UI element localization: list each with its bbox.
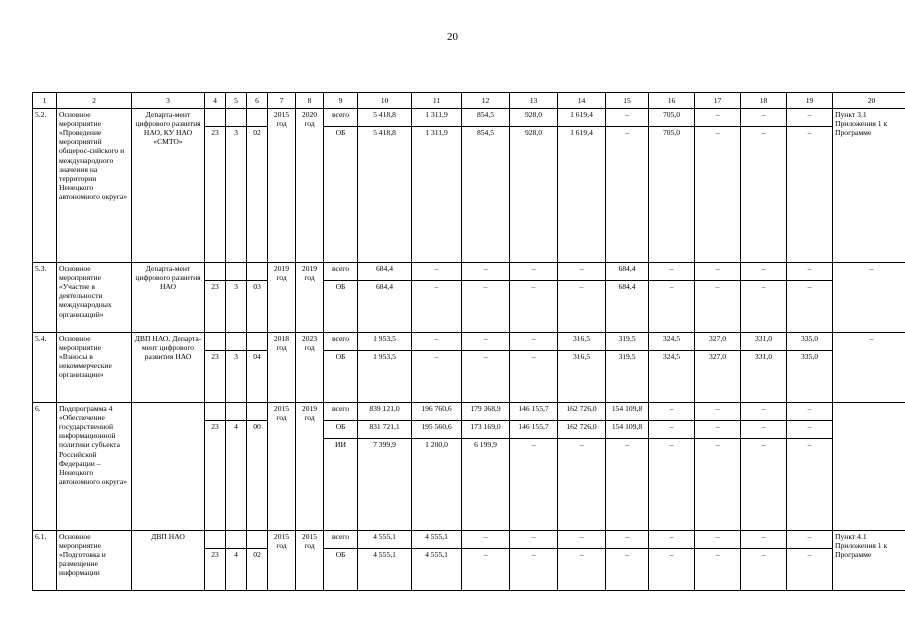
amount-cell: 1 200,0 (412, 439, 462, 531)
page-number: 20 (447, 31, 458, 43)
amount-cell: 1 619,4 (558, 127, 606, 263)
note: – (833, 333, 905, 403)
column-header: 1 (33, 93, 57, 109)
column-header: 6 (247, 93, 268, 109)
amount-cell: – (787, 549, 833, 591)
activity-name: Подпрограмма 4 «Обеспечение государственной информационной политики субъекта Российской Федерации – Ненецкого автономного округа» (57, 403, 132, 531)
budget-code: 3 (226, 281, 247, 333)
amount-cell: – (558, 439, 606, 531)
column-header: 20 (833, 93, 905, 109)
amount-cell: 684,4 (358, 281, 412, 333)
amount-cell: – (510, 263, 558, 281)
funding-source: всего (324, 263, 358, 281)
year-end: 2023 год (296, 333, 324, 403)
amount-cell: 839 121,0 (358, 403, 412, 421)
amount-cell: 5 418,8 (358, 109, 412, 127)
note: – (833, 263, 905, 333)
year-start: 2019 год (268, 263, 296, 333)
funding-source: ОБ (324, 421, 358, 439)
amount-cell: – (695, 127, 741, 263)
amount-cell: – (787, 263, 833, 281)
amount-cell: – (695, 439, 741, 531)
amount-cell: – (787, 439, 833, 531)
funding-source: всего (324, 531, 358, 549)
amount-cell: – (695, 109, 741, 127)
amount-cell: – (510, 531, 558, 549)
amount-cell: – (649, 281, 695, 333)
amount-cell: – (741, 263, 787, 281)
code-cell-empty (247, 263, 268, 281)
amount-cell: 1 619,4 (558, 109, 606, 127)
activity-name: Основное мероприятие «Подготовка и размещение информации (57, 531, 132, 591)
code-cell-empty (226, 109, 247, 127)
code-cell-empty (205, 531, 226, 549)
code-cell-empty (247, 531, 268, 549)
year-end: 2019 год (296, 403, 324, 531)
amount-cell: 327,0 (695, 333, 741, 351)
amount-cell: – (649, 439, 695, 531)
activity-name: Основное мероприятие «Проведение мероприятий общерос-сийского и международного значения на территории Ненецкого автономного округа» (57, 109, 132, 263)
amount-cell: 928,0 (510, 109, 558, 127)
funding-source: ИИ (324, 439, 358, 531)
column-header: 4 (205, 93, 226, 109)
amount-cell: 4 555,1 (358, 549, 412, 591)
amount-cell: 854,5 (462, 127, 510, 263)
amount-cell: – (787, 127, 833, 263)
budget-code: 4 (226, 421, 247, 531)
amount-cell: – (510, 333, 558, 351)
amount-cell: – (462, 351, 510, 403)
table-row (33, 531, 905, 549)
amount-cell: – (649, 531, 695, 549)
amount-cell: 154 109,8 (606, 421, 649, 439)
table-row (33, 109, 905, 127)
budget-code: 23 (205, 351, 226, 403)
amount-cell: 154 109,8 (606, 403, 649, 421)
row-number: 5.2. (33, 109, 57, 263)
amount-cell: – (462, 281, 510, 333)
code-cell-empty (247, 109, 268, 127)
table-row (33, 333, 905, 351)
code-cell-empty (226, 263, 247, 281)
amount-cell: 831 721,1 (358, 421, 412, 439)
funding-source: всего (324, 109, 358, 127)
table-row (33, 403, 905, 421)
amount-cell: 324,5 (649, 351, 695, 403)
amount-cell: – (741, 127, 787, 263)
amount-cell: – (558, 281, 606, 333)
amount-cell: 327,0 (695, 351, 741, 403)
table-row (33, 263, 905, 281)
funding-source: всего (324, 333, 358, 351)
amount-cell: – (649, 421, 695, 439)
year-start: 2015 год (268, 403, 296, 531)
budget-code: 4 (226, 549, 247, 591)
row-number: 5.4. (33, 333, 57, 403)
column-header: 16 (649, 93, 695, 109)
amount-cell: – (510, 351, 558, 403)
column-header: 19 (787, 93, 833, 109)
amount-cell: 162 726,0 (558, 421, 606, 439)
note (833, 403, 905, 531)
budget-code: 23 (205, 127, 226, 263)
amount-cell: – (606, 549, 649, 591)
code-cell-empty (205, 263, 226, 281)
amount-cell: – (558, 263, 606, 281)
amount-cell: 316,5 (558, 333, 606, 351)
row-number: 6.1. (33, 531, 57, 591)
executor (132, 403, 205, 531)
amount-cell: – (741, 403, 787, 421)
amount-cell: 705,0 (649, 109, 695, 127)
amount-cell: 684,4 (606, 263, 649, 281)
amount-cell: 319,5 (606, 333, 649, 351)
amount-cell: – (787, 281, 833, 333)
amount-cell: 6 199,9 (462, 439, 510, 531)
amount-cell: 195 560,6 (412, 421, 462, 439)
amount-cell: 335,0 (787, 351, 833, 403)
amount-cell: 1 311,9 (412, 109, 462, 127)
year-start: 2018 год (268, 333, 296, 403)
amount-cell: – (462, 333, 510, 351)
column-header: 12 (462, 93, 510, 109)
column-header: 2 (57, 93, 132, 109)
code-cell-empty (247, 403, 268, 421)
column-header: 11 (412, 93, 462, 109)
budget-code: 23 (205, 421, 226, 531)
amount-cell: – (412, 333, 462, 351)
column-header: 5 (226, 93, 247, 109)
column-header: 17 (695, 93, 741, 109)
column-header: 14 (558, 93, 606, 109)
amount-cell: – (412, 351, 462, 403)
amount-cell: – (510, 439, 558, 531)
column-header: 10 (358, 93, 412, 109)
amount-cell: 179 368,9 (462, 403, 510, 421)
funding-source: ОБ (324, 549, 358, 591)
amount-cell: – (606, 109, 649, 127)
row-number: 6. (33, 403, 57, 531)
executor: Департа-мент цифрового развития НАО (132, 263, 205, 333)
amount-cell: – (741, 531, 787, 549)
budget-code: 02 (247, 127, 268, 263)
column-header: 7 (268, 93, 296, 109)
amount-cell: – (649, 263, 695, 281)
amount-cell: 854,5 (462, 109, 510, 127)
amount-cell: – (695, 281, 741, 333)
column-header: 15 (606, 93, 649, 109)
amount-cell: – (741, 421, 787, 439)
amount-cell: – (649, 549, 695, 591)
code-cell-empty (205, 109, 226, 127)
budget-code: 02 (247, 549, 268, 591)
budget-code: 23 (205, 281, 226, 333)
code-cell-empty (247, 333, 268, 351)
amount-cell: – (741, 439, 787, 531)
program-table (32, 92, 905, 591)
amount-cell: 4 555,1 (412, 531, 462, 549)
amount-cell: – (412, 263, 462, 281)
amount-cell: – (462, 549, 510, 591)
amount-cell: 324,5 (649, 333, 695, 351)
activity-name: Основное мероприятие «Взносы в некоммерческие организации» (57, 333, 132, 403)
note: Пункт 4.1 Приложения 1 к Программе (833, 531, 905, 591)
funding-source: ОБ (324, 351, 358, 403)
amount-cell: 146 155,7 (510, 421, 558, 439)
amount-cell: – (741, 549, 787, 591)
budget-code: 03 (247, 281, 268, 333)
amount-cell: 335,0 (787, 333, 833, 351)
amount-cell: 4 555,1 (358, 531, 412, 549)
amount-cell: – (695, 263, 741, 281)
amount-cell: – (606, 439, 649, 531)
note: Пункт 3.1 Приложения 1 к Программе (833, 109, 905, 263)
amount-cell: – (510, 549, 558, 591)
budget-code: 3 (226, 351, 247, 403)
activity-name: Основное мероприятие «Участие в деятельности международных организаций» (57, 263, 132, 333)
column-header: 18 (741, 93, 787, 109)
budget-code: 23 (205, 549, 226, 591)
amount-cell: – (787, 109, 833, 127)
amount-cell: 705,0 (649, 127, 695, 263)
executor: ДВП НАО, Департа-мент цифрового развития НАО (132, 333, 205, 403)
amount-cell: 1 311,9 (412, 127, 462, 263)
code-cell-empty (226, 531, 247, 549)
code-cell-empty (226, 333, 247, 351)
amount-cell: – (606, 531, 649, 549)
year-start: 2015 год (268, 531, 296, 591)
year-end: 2019 год (296, 263, 324, 333)
budget-code: 3 (226, 127, 247, 263)
code-cell-empty (205, 333, 226, 351)
amount-cell: 173 169,0 (462, 421, 510, 439)
budget-code: 00 (247, 421, 268, 531)
code-cell-empty (226, 403, 247, 421)
funding-source: ОБ (324, 127, 358, 263)
column-header: 13 (510, 93, 558, 109)
funding-source: всего (324, 403, 358, 421)
amount-cell: 1 953,5 (358, 333, 412, 351)
amount-cell: – (558, 531, 606, 549)
year-end: 2020 год (296, 109, 324, 263)
amount-cell: 5 418,8 (358, 127, 412, 263)
amount-cell: – (695, 531, 741, 549)
amount-cell: – (787, 403, 833, 421)
amount-cell: 1 953,5 (358, 351, 412, 403)
amount-cell: 196 760,6 (412, 403, 462, 421)
code-cell-empty (205, 403, 226, 421)
amount-cell: 319,5 (606, 351, 649, 403)
year-end: 2015 год (296, 531, 324, 591)
amount-cell: – (695, 403, 741, 421)
amount-cell: 928,0 (510, 127, 558, 263)
amount-cell: – (741, 109, 787, 127)
amount-cell: – (787, 531, 833, 549)
amount-cell: 162 726,0 (558, 403, 606, 421)
column-header: 9 (324, 93, 358, 109)
amount-cell: – (695, 421, 741, 439)
executor: Департа-мент цифрового развития НАО, КУ НАО «СМТО» (132, 109, 205, 263)
budget-code: 04 (247, 351, 268, 403)
amount-cell: 684,4 (358, 263, 412, 281)
column-header: 8 (296, 93, 324, 109)
amount-cell: – (787, 421, 833, 439)
amount-cell: – (510, 281, 558, 333)
amount-cell: – (649, 403, 695, 421)
amount-cell: 684,4 (606, 281, 649, 333)
amount-cell: – (741, 281, 787, 333)
year-start: 2015 год (268, 109, 296, 263)
amount-cell: – (695, 549, 741, 591)
amount-cell: – (606, 127, 649, 263)
amount-cell: 331,0 (741, 333, 787, 351)
amount-cell: 4 555,1 (412, 549, 462, 591)
amount-cell: – (412, 281, 462, 333)
amount-cell: 146 155,7 (510, 403, 558, 421)
amount-cell: – (558, 549, 606, 591)
amount-cell: – (462, 531, 510, 549)
amount-cell: 7 399,9 (358, 439, 412, 531)
amount-cell: 331,0 (741, 351, 787, 403)
amount-cell: 316,5 (558, 351, 606, 403)
row-number: 5.3. (33, 263, 57, 333)
funding-source: ОБ (324, 281, 358, 333)
column-header: 3 (132, 93, 205, 109)
header-row (33, 93, 905, 109)
executor: ДВП НАО (132, 531, 205, 591)
amount-cell: – (462, 263, 510, 281)
